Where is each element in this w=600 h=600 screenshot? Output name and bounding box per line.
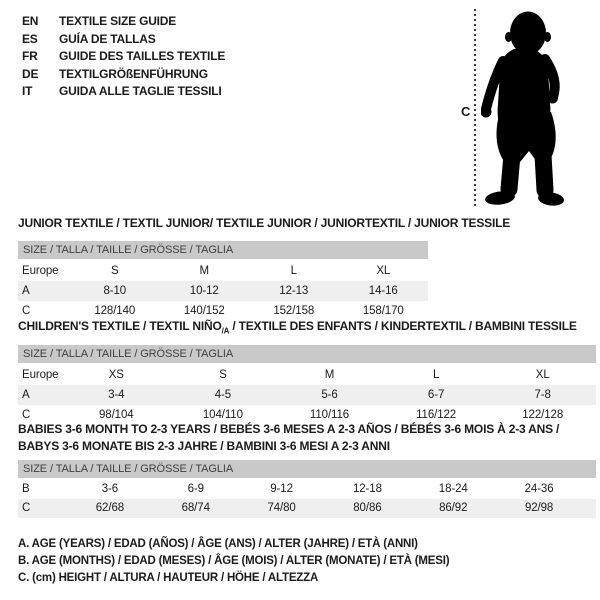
lang-row-it bbox=[22, 83, 225, 101]
table-cell: 86/92 bbox=[439, 502, 468, 514]
table-cell: 12-18 bbox=[352, 483, 382, 495]
title-text: CHILDREN'S TEXTILE / TEXTIL NIÑO bbox=[18, 319, 222, 333]
lang-title: TEXTILE SIZE GUIDE bbox=[59, 14, 177, 28]
table-cell: 158/170 bbox=[362, 305, 404, 317]
table-row bbox=[18, 365, 596, 385]
language-title-block bbox=[22, 13, 225, 101]
baby-silhouette-icon bbox=[481, 9, 566, 207]
footnote-c: C. (cm) HEIGHT / ALTURA / HAUTEUR / HÖHE / ALTEZZA bbox=[18, 572, 319, 584]
size-header-bar: SIZE / TALLA / TAILLE / GRÖSSE / TAGLIA bbox=[18, 241, 428, 259]
table-cell: 3-6 bbox=[101, 483, 119, 495]
table-cell: 62/68 bbox=[95, 502, 125, 514]
table-cell: 122/128 bbox=[522, 409, 564, 421]
table-cell: 10-12 bbox=[189, 285, 219, 297]
table-cell: 7-8 bbox=[534, 389, 551, 401]
lang-code: FR bbox=[22, 49, 38, 63]
table-cell: 6-7 bbox=[427, 389, 445, 401]
lang-code: ES bbox=[22, 31, 38, 46]
table-cell: 68/74 bbox=[181, 502, 210, 514]
lang-code: EN bbox=[22, 14, 39, 28]
table-cell: 24-36 bbox=[524, 483, 554, 495]
lang-title: GUIDA ALLE TAGLIE TESSILI bbox=[59, 84, 222, 98]
table-cell: 3-4 bbox=[108, 389, 125, 401]
table-cell: A bbox=[22, 285, 30, 297]
table-cell: S bbox=[110, 265, 119, 277]
table-cell: 140/152 bbox=[183, 305, 225, 317]
table-row bbox=[18, 480, 596, 499]
table-cell: 116/122 bbox=[416, 409, 457, 421]
table-cell: 74/80 bbox=[267, 502, 296, 514]
lang-row-en bbox=[22, 13, 225, 31]
table-cell: 92/98 bbox=[524, 502, 554, 514]
table-cell: 128/140 bbox=[94, 305, 136, 317]
lang-title: GUÍA DE TALLAS bbox=[59, 31, 156, 46]
lang-title: TEXTILGRÖßENFÜHRUNG bbox=[59, 66, 208, 81]
table-cell: S bbox=[219, 369, 227, 381]
table-row bbox=[18, 385, 596, 405]
height-measure-label: C bbox=[461, 104, 471, 119]
table-row bbox=[18, 261, 428, 281]
lang-title: GUIDE DES TAILLES TEXTILE bbox=[59, 49, 226, 63]
table-cell: 18-24 bbox=[438, 483, 468, 495]
table-cell: M bbox=[199, 265, 209, 277]
babies-table-title bbox=[18, 421, 559, 455]
table-cell: 9-12 bbox=[270, 483, 293, 495]
junior-table-title: JUNIOR TEXTILE / TEXTIL JUNIOR/ TEXTILE JUNIOR / JUNIORTEXTIL / JUNIOR TESSILE bbox=[18, 216, 511, 230]
footnotes-block bbox=[18, 536, 449, 587]
table-cell: B bbox=[22, 483, 30, 495]
table-cell: A bbox=[22, 389, 30, 401]
table-cell: XL bbox=[376, 265, 391, 277]
table-cell: 12-13 bbox=[279, 285, 309, 297]
table-cell: XL bbox=[535, 369, 550, 381]
height-measure-figure bbox=[452, 4, 600, 214]
size-header-bar: SIZE / TALLA / TAILLE / GRÖSSE / TAGLIA bbox=[18, 345, 596, 363]
table-cell: C bbox=[22, 409, 31, 421]
table-cell: M bbox=[324, 369, 335, 381]
table-cell: Europe bbox=[22, 369, 59, 381]
children-size-table bbox=[18, 345, 596, 425]
children-table-title bbox=[18, 318, 577, 339]
table-cell: L bbox=[290, 265, 297, 277]
table-cell: 110/116 bbox=[309, 409, 350, 421]
table-cell: XS bbox=[108, 369, 124, 381]
title-text: / TEXTILE DES ENFANTS / KINDERTEXTIL / BAMBINI TESSILE bbox=[229, 319, 577, 333]
title-subscript: /A bbox=[221, 326, 230, 336]
table-cell: C bbox=[22, 305, 31, 317]
table-cell: C bbox=[22, 502, 31, 514]
lang-code: IT bbox=[22, 84, 33, 98]
height-dotted-line bbox=[474, 9, 476, 209]
size-header-bar: SIZE / TALLA / TAILLE / GRÖSSE / TAGLIA bbox=[18, 460, 596, 478]
table-cell: 8-10 bbox=[103, 285, 127, 297]
junior-size-table bbox=[18, 241, 428, 321]
table-cell: L bbox=[432, 369, 440, 381]
lang-row-fr bbox=[22, 48, 225, 66]
lang-code: DE bbox=[22, 66, 39, 81]
table-cell: 104/110 bbox=[202, 409, 243, 421]
table-cell: 4-5 bbox=[214, 389, 232, 401]
table-cell: 5-6 bbox=[321, 389, 338, 401]
lang-row-de bbox=[22, 66, 225, 84]
table-cell: 14-16 bbox=[368, 285, 398, 297]
table-cell: 6-9 bbox=[187, 483, 204, 495]
table-cell: Europe bbox=[22, 265, 59, 277]
title-line: BABYS 3-6 MONATE BIS 2-3 JAHRE / BAMBINI 3-6 MESI A 2-3 ANNI bbox=[18, 439, 390, 453]
table-row bbox=[18, 499, 596, 518]
table-cell: 80/86 bbox=[353, 502, 382, 514]
table-cell: 98/104 bbox=[99, 409, 134, 421]
lang-row-es bbox=[22, 31, 225, 49]
title-line: BABIES 3-6 MONTH TO 2-3 YEARS / BEBÉS 3-6 MESES A 2-3 AÑOS / BÉBÉS 3-6 MOIS À 2-3 ANS / bbox=[18, 422, 560, 436]
babies-size-table bbox=[18, 460, 596, 518]
footnote-b: B. AGE (MONTHS) / EDAD (MESES) / ÂGE (MOIS) / ALTER (MONATE) / ETÀ (MESI) bbox=[18, 555, 450, 567]
table-cell: 152/158 bbox=[273, 305, 315, 317]
footnote-a: A. AGE (YEARS) / EDAD (AÑOS) / ÂGE (ANS) / ALTER (JAHRE) / ETÀ (ANNI) bbox=[18, 538, 418, 550]
table-row bbox=[18, 281, 428, 301]
